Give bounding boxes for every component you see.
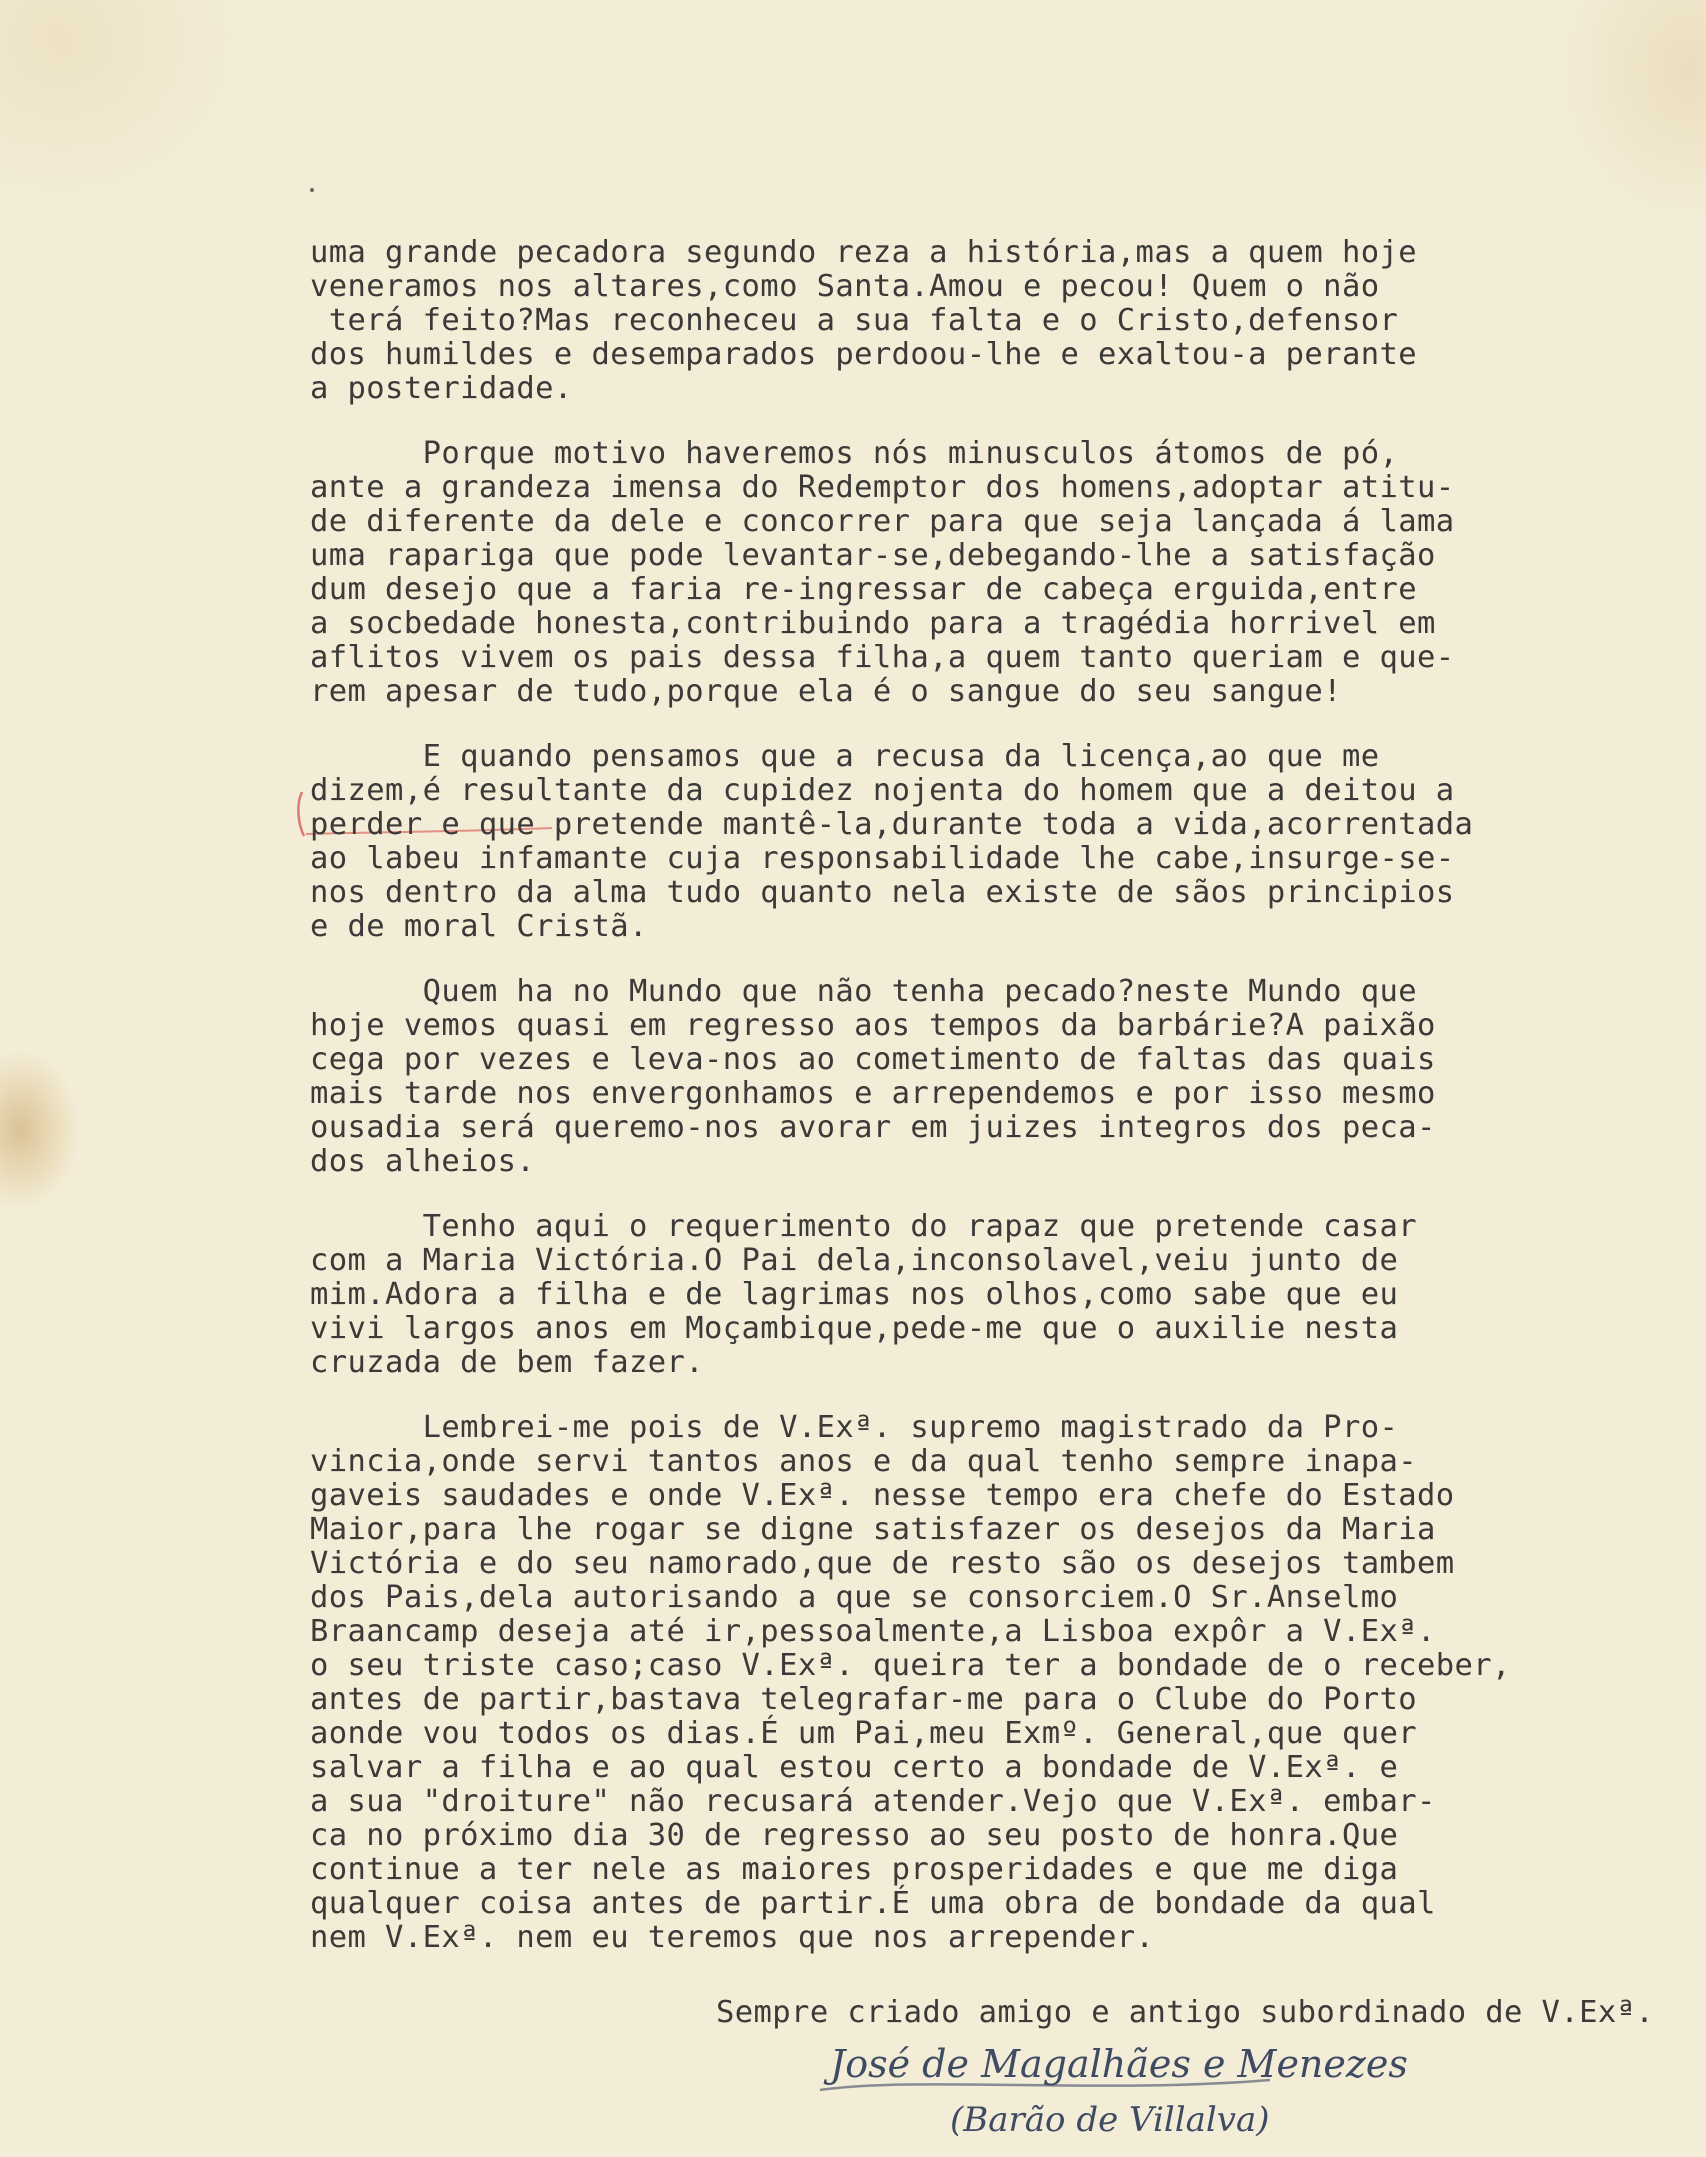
paper-stain [0, 0, 240, 200]
text-line: perder e que pretende mantê-la,durante toda a vida,acorrentada [310, 807, 1474, 842]
text-line: de diferente da dele e concorrer para que seja lançada á lama [310, 504, 1455, 539]
text-line: cruzada de bem fazer. [310, 1345, 705, 1380]
text-line: salvar a filha e ao qual estou certo a bondade de V.Exª. e [310, 1750, 1399, 1785]
text-line: terá feito?Mas reconheceu a sua falta e o Cristo,defensor [310, 303, 1399, 338]
paragraph [310, 437, 1610, 709]
ink-dot [310, 188, 314, 192]
text-line: a posteridade. [310, 371, 573, 406]
letter-body [310, 236, 1610, 1986]
text-line: uma grande pecadora segundo reza a história,mas a quem hoje [310, 235, 1417, 270]
text-line: dos Pais,dela autorisando a que se consorciem.O Sr.Anselmo [310, 1580, 1399, 1615]
text-line: a sua "droiture" não recusará atender.Vejo que V.Exª. embar- [310, 1784, 1436, 1819]
text-line: ao labeu infamante cuja responsabilidade lhe cabe,insurge-se- [310, 841, 1455, 876]
text-line: veneramos nos altares,como Santa.Amou e pecou! Quem o não [310, 269, 1380, 304]
text-line: com a Maria Victória.O Pai dela,inconsolavel,veiu junto de [310, 1243, 1399, 1278]
text-line: aflitos vivem os pais dessa filha,a quem tanto queriam e que- [310, 640, 1455, 675]
text-line: a socbedade honesta,contribuindo para a tragédia horrivel em [310, 606, 1436, 641]
text-line: ca no próximo dia 30 de regresso ao seu posto de honra.Que [310, 1818, 1399, 1853]
text-line: continue a ter nele as maiores prosperidades e que me diga [310, 1852, 1399, 1887]
paragraph [310, 740, 1610, 944]
paragraph [310, 975, 1610, 1179]
text-line: antes de partir,bastava telegrafar-me para o Clube do Porto [310, 1682, 1417, 1717]
text-line: Porque motivo haveremos nós minusculos átomos de pó, [310, 436, 1399, 471]
text-line: Maior,para lhe rogar se digne satisfazer os desejos da Maria [310, 1512, 1436, 1547]
text-line: hoje vemos quasi em regresso aos tempos da barbárie?A paixão [310, 1008, 1436, 1043]
paragraph [310, 236, 1610, 406]
text-line: e de moral Cristã. [310, 909, 648, 944]
paragraph [310, 1210, 1610, 1380]
text-line: mim.Adora a filha e de lagrimas nos olhos,como sabe que eu [310, 1277, 1399, 1312]
text-line: dum desejo que a faria re-ingressar de cabeça erguida,entre [310, 572, 1417, 607]
text-line: aonde vou todos os dias.É um Pai,meu Exmº. General,que quer [310, 1716, 1417, 1751]
text-line: qualquer coisa antes de partir.É uma obra de bondade da qual [310, 1886, 1436, 1921]
text-line: dos humildes e desemparados perdoou-lhe e exaltou-a perante [310, 337, 1417, 372]
signature-title: (Barão de Villalva) [950, 2100, 1270, 2140]
text-line: mais tarde nos envergonhamos e arrependemos e por isso mesmo [310, 1076, 1436, 1111]
text-line: Quem ha no Mundo que não tenha pecado?neste Mundo que [310, 974, 1417, 1009]
text-line: Braancamp deseja até ir,pessoalmente,a Lisboa expôr a V.Exª. [310, 1614, 1436, 1649]
text-line: E quando pensamos que a recusa da licença,ao que me [310, 739, 1380, 774]
text-line: cega por vezes e leva-nos ao cometimento de faltas das quais [310, 1042, 1436, 1077]
text-line: Victória e do seu namorado,que de resto são os desejos tambem [310, 1546, 1455, 1581]
text-line: nem V.Exª. nem eu teremos que nos arrepender. [310, 1920, 1155, 1955]
text-line: Tenho aqui o requerimento do rapaz que pretende casar [310, 1209, 1417, 1244]
text-line: uma rapariga que pode levantar-se,debegando-lhe a satisfação [310, 538, 1436, 573]
text-line: dos alheios. [310, 1144, 536, 1179]
text-line: ante a grandeza imensa do Redemptor dos homens,adoptar atitu- [310, 470, 1455, 505]
signature-name: José de Magalhães e Menezes [830, 2042, 1408, 2086]
closing-line: Sempre criado amigo e antigo subordinado de V.Exª. [716, 1995, 1655, 2030]
paragraph [310, 1411, 1610, 1955]
text-line: nos dentro da alma tudo quanto nela existe de sãos principios [310, 875, 1455, 910]
text-line: o seu triste caso;caso V.Exª. queira ter a bondade de o receber, [310, 1648, 1511, 1683]
paper-stain [0, 1050, 80, 1210]
text-line: rem apesar de tudo,porque ela é o sangue do seu sangue! [310, 674, 1342, 709]
text-line: vivi largos anos em Moçambique,pede-me que o auxilie nesta [310, 1311, 1399, 1346]
text-line: vincia,onde servi tantos anos e da qual tenho sempre inapa- [310, 1444, 1417, 1479]
text-line: dizem,é resultante da cupidez nojenta do homem que a deitou a [310, 773, 1455, 808]
text-line: gaveis saudades e onde V.Exª. nesse tempo era chefe do Estado [310, 1478, 1455, 1513]
handwritten-signature [800, 2036, 1500, 2154]
paper-stain [1560, 0, 1706, 220]
text-line: ousadia será queremo-nos avorar em juizes integros dos peca- [310, 1110, 1436, 1145]
text-line: Lembrei-me pois de V.Exª. supremo magistrado da Pro- [310, 1410, 1399, 1445]
